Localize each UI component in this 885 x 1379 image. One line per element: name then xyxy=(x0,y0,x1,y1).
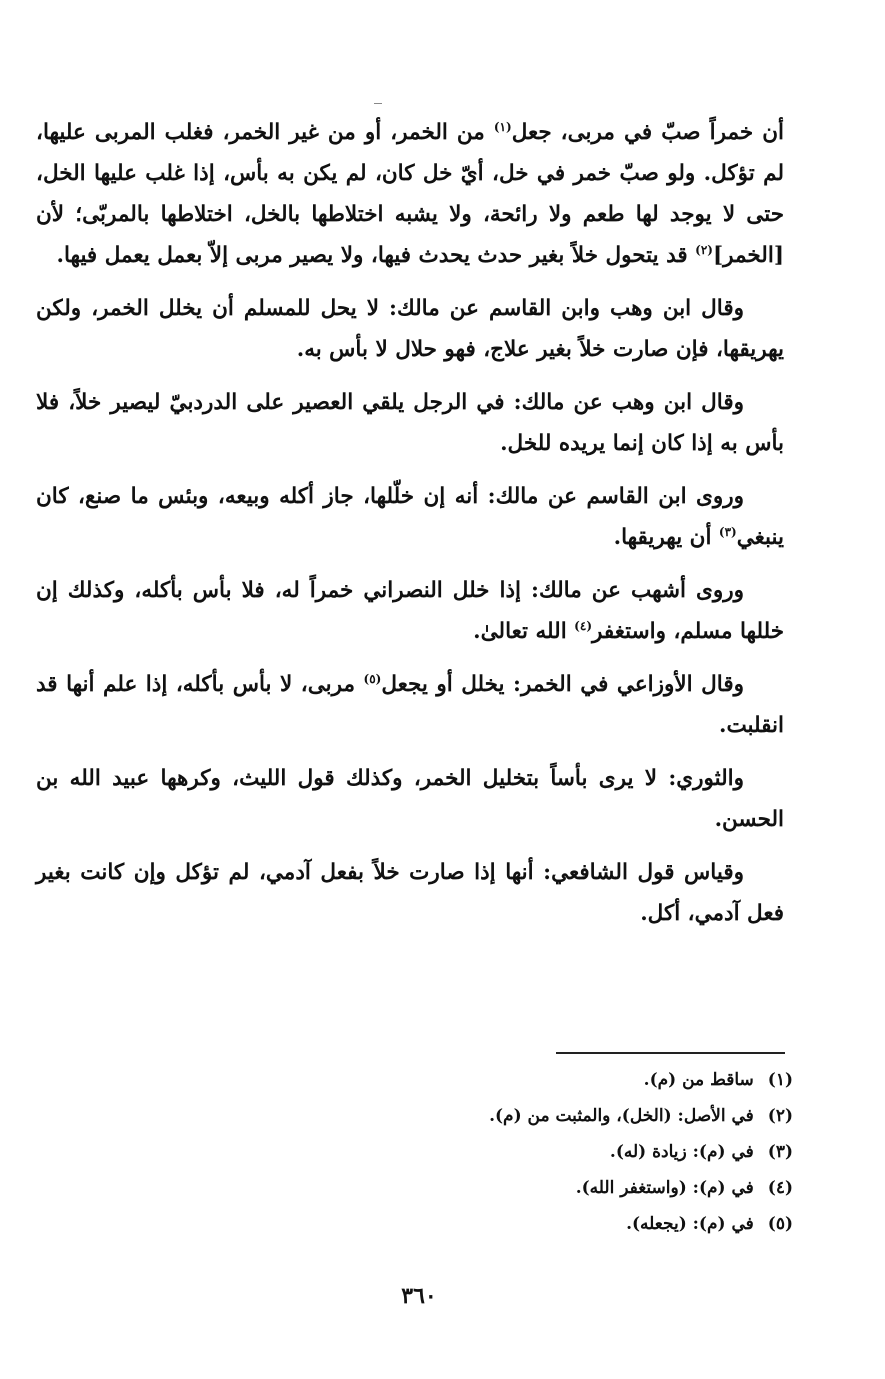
footnote-ref-5[interactable]: (٥) xyxy=(363,671,382,686)
footnote-1 xyxy=(193,1062,793,1098)
footnote-text: في الأصل: (الخل)، والمثبت من (م). xyxy=(489,1106,754,1126)
paragraph-text: قد يتحول خلاً بغير حدث يحدث فيها، ولا يصير مربى إلاّ بعمل يعمل فيها. xyxy=(56,243,696,268)
footnote-3 xyxy=(193,1134,793,1170)
main-text xyxy=(36,112,784,946)
footnote-5 xyxy=(193,1206,793,1242)
footnote-divider xyxy=(556,1052,785,1054)
paragraph-text: من الخمر، أو من غير الخمر، فغلب المربى عليها، لم تؤكل. ولو صبّ خمر في خل، أيّ خل كان، لم يكن به بأس، إذا غلب عليها الخل، حتى لا يوجد لها طعم ولا رائحة، ولا يشبه اختلاطها بالخل، اختلاطها بالمربّى؛ لأن [الخمر] xyxy=(36,120,784,268)
page-number: ٣٦٠ xyxy=(401,1283,437,1309)
paragraph-6 xyxy=(36,664,784,746)
footnote-number: (٤) xyxy=(767,1178,793,1198)
footnote-4 xyxy=(193,1170,793,1206)
paragraph-text: وروى ابن القاسم عن مالك: أنه إن خلّلها، جاز أكله وبيعه، وبئس ما صنع، كان ينبغي xyxy=(36,484,784,550)
paragraph-text: أن يهريقها. xyxy=(613,525,719,550)
footnote-text: في (م): زيادة (له). xyxy=(609,1142,754,1162)
paragraph-text: أن خمراً صبّ في مربى، جعل xyxy=(511,120,784,145)
paragraph-text: وقال الأوزاعي في الخمر: يخلل أو يجعل xyxy=(381,672,744,697)
footnote-number: (٣) xyxy=(767,1142,793,1162)
paragraph-text: الله تعالىٰ. xyxy=(473,619,575,644)
footnote-text: في (م): (يجعله). xyxy=(626,1214,754,1234)
paragraph-text: مربى، لا بأس بأكله، إذا علم أنها قد انقلبت. xyxy=(36,672,784,738)
footnote-number: (١) xyxy=(767,1070,793,1090)
footnote-ref-1[interactable]: (١) xyxy=(493,119,512,134)
footnote-text: في (م): (واستغفر الله). xyxy=(575,1178,754,1198)
footnote-text: ساقط من (م). xyxy=(643,1070,754,1090)
footnote-number: (٥) xyxy=(767,1214,793,1234)
footnote-number: (٢) xyxy=(767,1106,793,1126)
footnotes xyxy=(193,1062,793,1242)
footnote-ref-3[interactable]: (٣) xyxy=(718,524,737,539)
paragraph-5 xyxy=(36,570,784,652)
footnote-ref-4[interactable]: (٤) xyxy=(574,618,592,633)
paragraph-text: وروى أشهب عن مالك: إذا خلل النصراني خمراً له، فلا بأس بأكله، وكذلك إن خللها مسلم، واستغفر xyxy=(36,578,784,644)
footnote-2 xyxy=(193,1098,793,1134)
footnote-ref-2[interactable]: (٢) xyxy=(695,242,713,257)
paragraph-2: وقال ابن وهب وابن القاسم عن مالك: لا يحل للمسلم أن يخلل الخمر، ولكن يهريقها، فإن صارت خلاً بغير علاج، فهو حلال لا بأس به. xyxy=(36,296,784,362)
paragraph-8: وقياس قول الشافعي: أنها إذا صارت خلاً بفعل آدمي، لم تؤكل وإن كانت بغير فعل آدمي، أكل. xyxy=(36,860,784,926)
top-mark xyxy=(374,103,382,104)
paragraph-1 xyxy=(36,112,784,276)
paragraph-3: وقال ابن وهب عن مالك: في الرجل يلقي العصير على الدردبيّ ليصير خلاً، فلا بأس به إذا كان إنما يريده للخل. xyxy=(36,390,784,456)
paragraph-7: والثوري: لا يرى بأساً بتخليل الخمر، وكذلك قول الليث، وكرهها عبيد الله بن الحسن. xyxy=(36,766,784,832)
paragraph-4 xyxy=(36,476,784,558)
